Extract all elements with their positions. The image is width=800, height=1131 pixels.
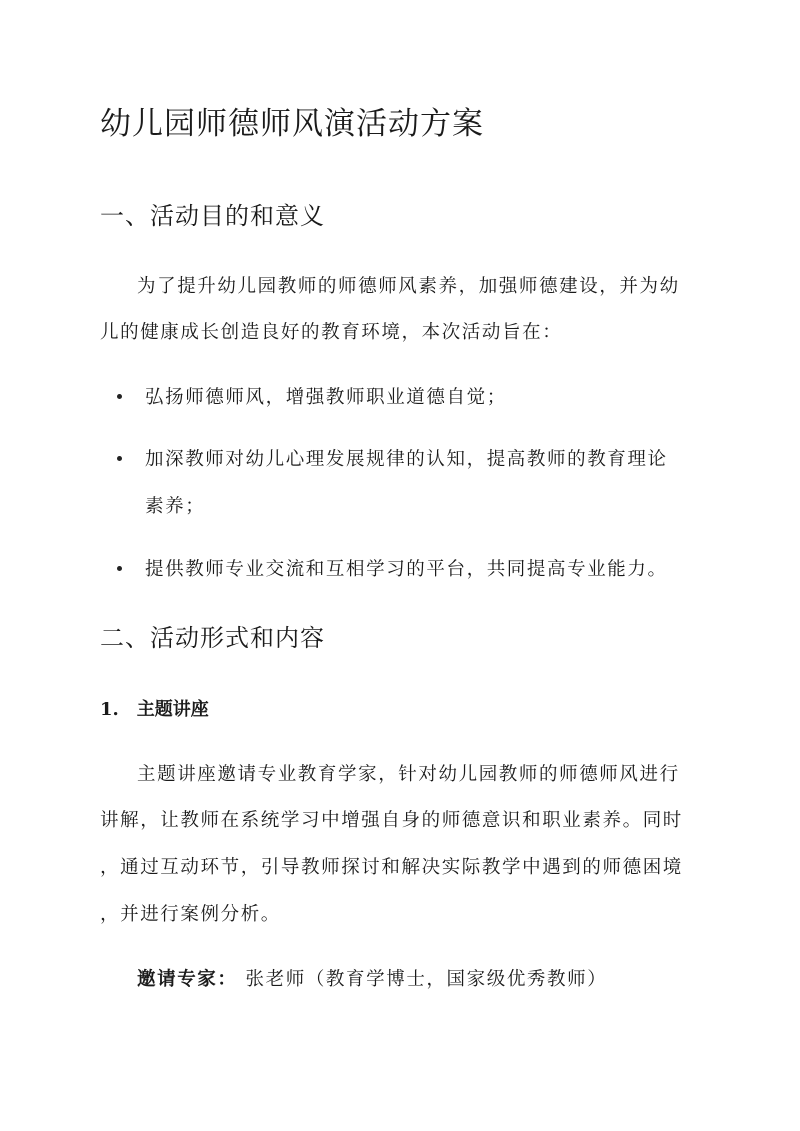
subsection-title: 主题讲座 [136,699,209,720]
section-heading-purpose: 一、活动目的和意义 [100,202,325,230]
paragraph-line: 主题讲座邀请专业教育学家，针对幼儿园教师的师德师风进行 [137,764,680,785]
bullet-item: 提供教师专业交流和互相学习的平台，共同提高专业能力。 [145,559,668,580]
document-title: 幼儿园师德师风演活动方案 [100,106,484,142]
subsection-number: 1. [100,699,119,720]
section-heading-format: 二、活动形式和内容 [100,624,325,652]
expert-value: 张老师（教育学博士，国家级优秀教师） [245,969,608,990]
expert-label: 邀请专家： [137,969,238,990]
bullet-item: 加深教师对幼儿心理发展规律的认知，提高教师的教育理论 [145,449,668,470]
bullet-marker [117,456,122,461]
subsection-heading-lecture [100,695,209,721]
paragraph-line: 儿的健康成长创造良好的教育环境，本次活动旨在： [100,322,563,343]
paragraph-line: 为了提升幼儿园教师的师德师风素养，加强师德建设，并为幼 [137,276,680,297]
paragraph-line: ，通过互动环节，引导教师探讨和解决实际教学中遇到的师德困境 [100,857,683,878]
bullet-item: 弘扬师德师风，增强教师职业道德自觉； [145,387,507,408]
bullet-item-continuation: 素养； [145,496,206,517]
bullet-marker [117,394,122,399]
bullet-marker [117,566,122,571]
paragraph-line: ，并进行案例分析。 [100,904,281,925]
expert-line [137,965,607,991]
paragraph-line: 讲解，让教师在系统学习中增强自身的师德意识和职业素养。同时 [100,810,683,831]
